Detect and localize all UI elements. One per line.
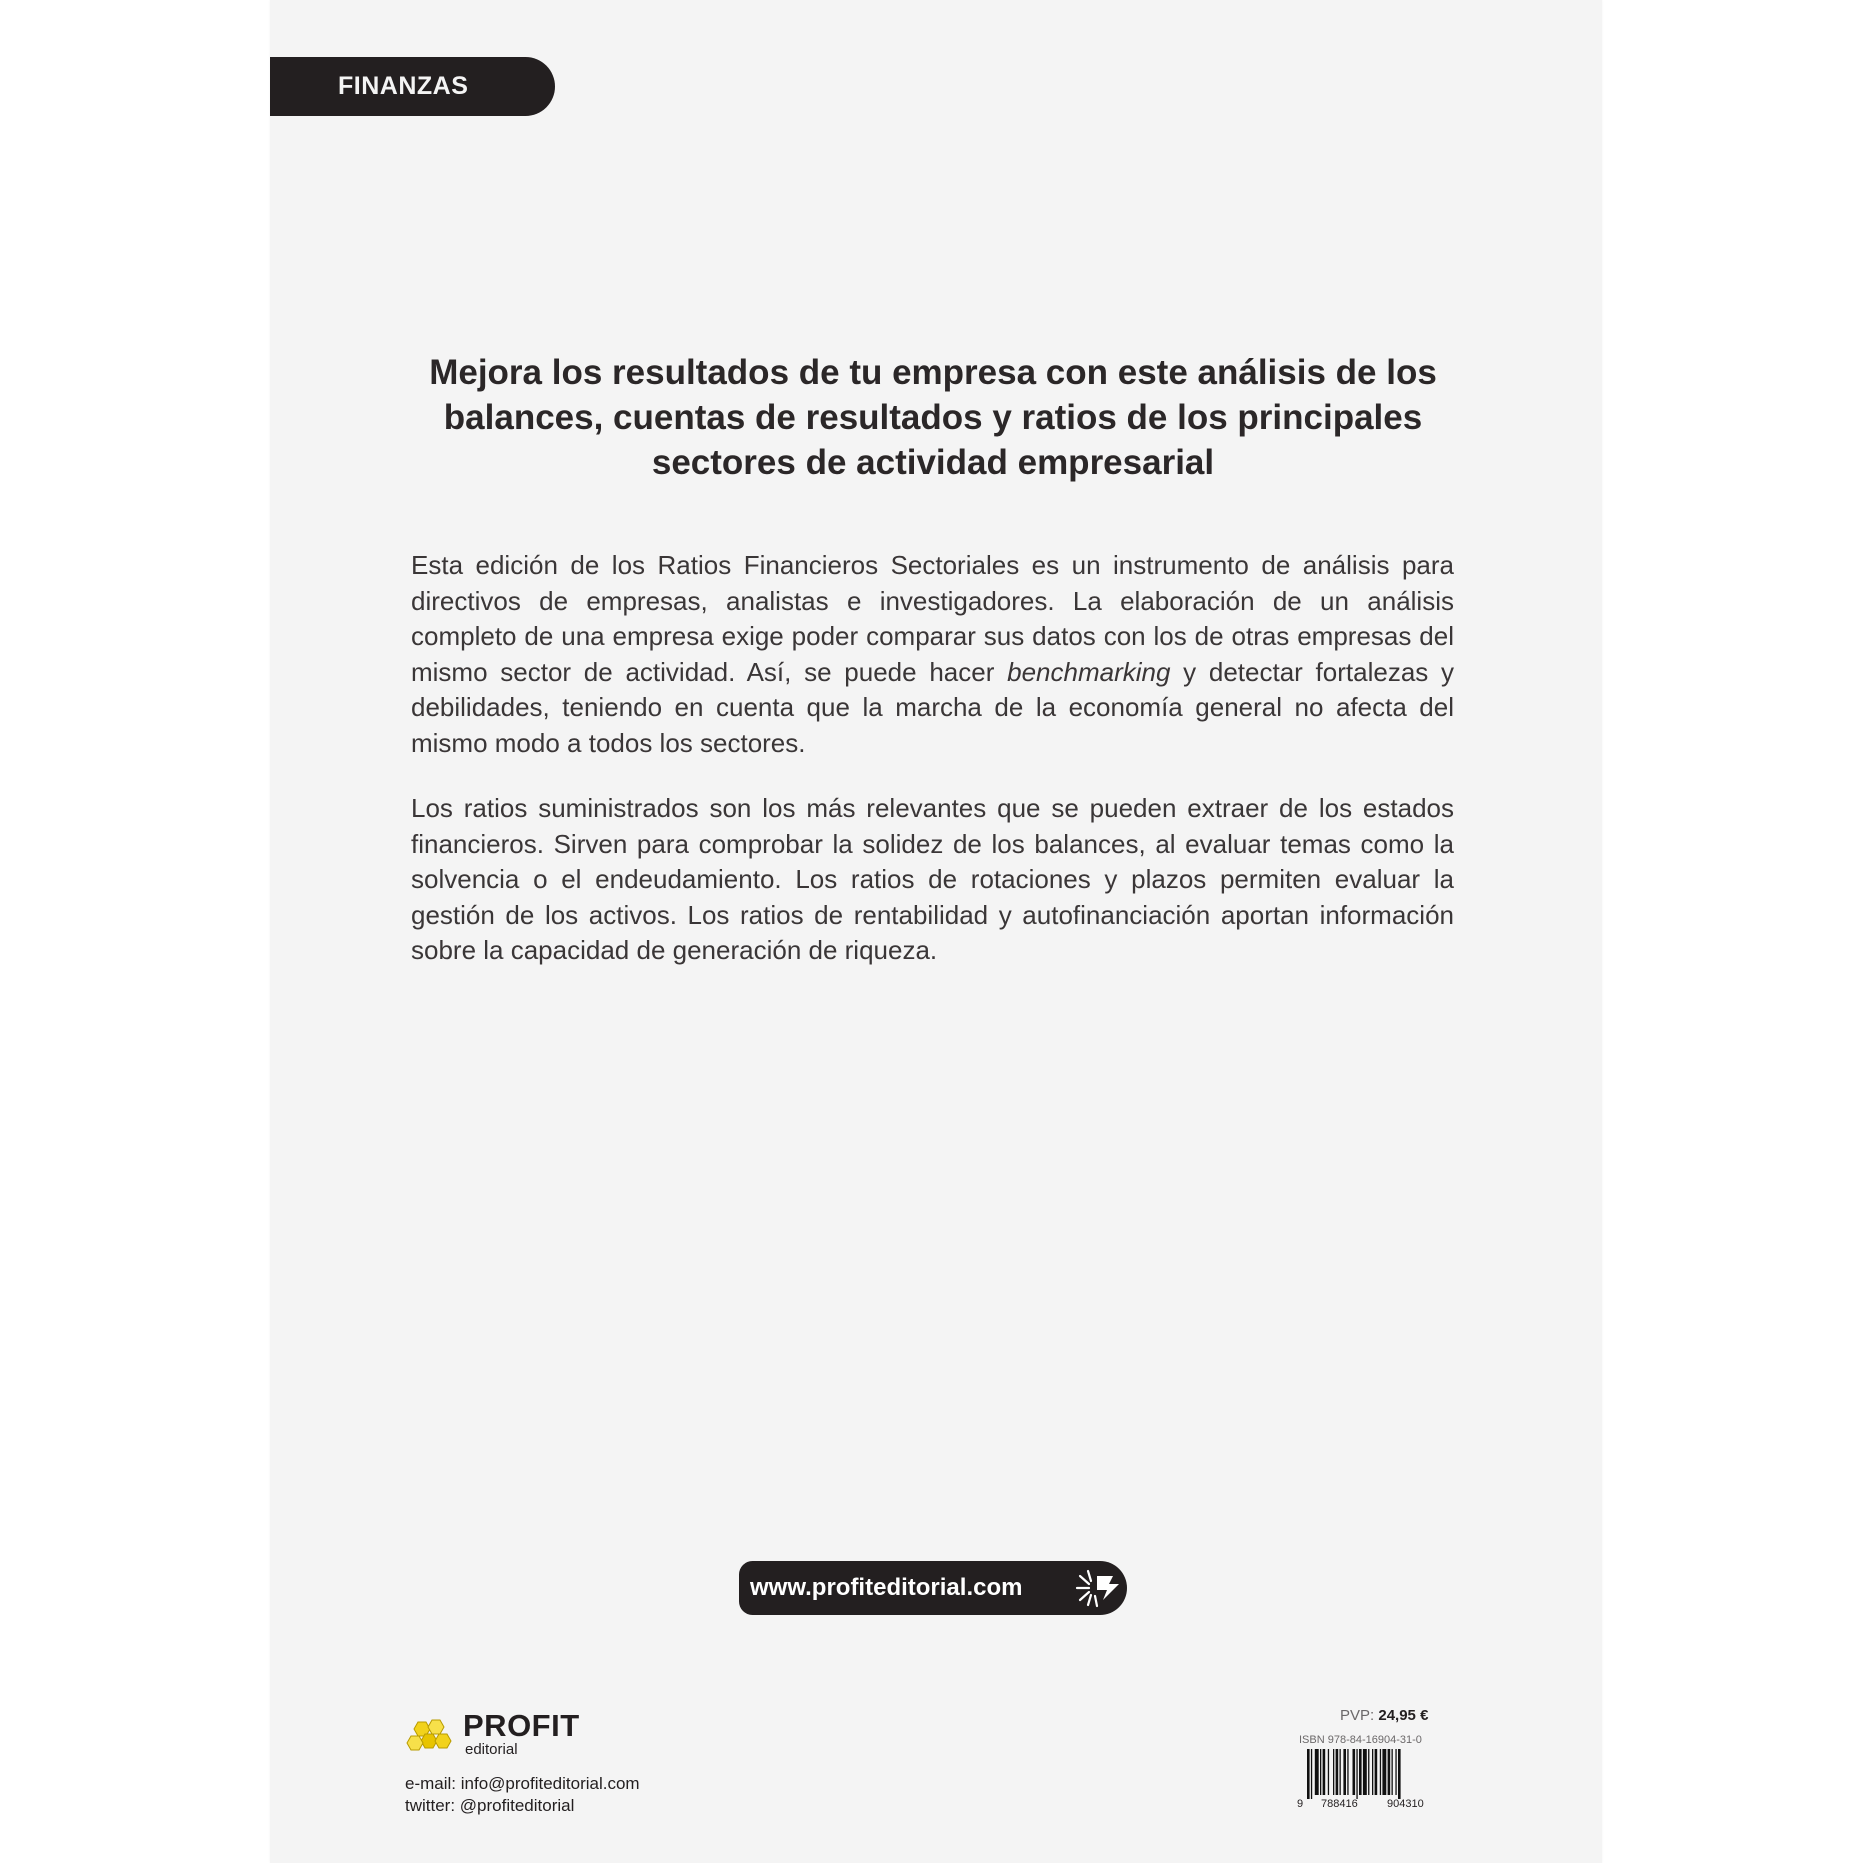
barcode-bar	[1380, 1749, 1381, 1795]
paragraph-1-text-a: Esta edición de los Ratios Financieros Sectoriales es un instrumento de análisis para directivos de empresas, analistas e investigadores. La elaboración de un análisis completo de una empresa exige poder comparar sus datos con los de otras empresas del mismo sector de actividad. Así, se puede hacer	[411, 550, 1454, 687]
paragraph-1-text-b: y detectar fortalezas y debilidades, teniendo en cuenta que la marcha de la economía general no afecta del mismo modo a todos los sectores.	[411, 656, 1455, 758]
barcode-bar	[1356, 1749, 1357, 1799]
barcode-bar	[1398, 1749, 1401, 1799]
publisher-subtitle: editorial	[465, 1741, 518, 1758]
barcode-digits-1: 788416	[1321, 1798, 1358, 1809]
twitter-line	[405, 1795, 640, 1817]
barcode-bar	[1363, 1749, 1367, 1795]
publisher-logo	[405, 1710, 580, 1758]
price-label: PVP:	[1340, 1707, 1375, 1724]
publisher-name: PROFIT	[463, 1708, 580, 1743]
barcode-bar	[1323, 1749, 1326, 1795]
barcode-bar	[1388, 1749, 1391, 1795]
barcode-digits-2: 904310	[1387, 1798, 1424, 1809]
burst-icon	[1073, 1566, 1121, 1610]
barcode-bar	[1328, 1749, 1329, 1795]
price	[1340, 1707, 1428, 1724]
category-tab	[270, 57, 555, 116]
barcode-bar	[1382, 1749, 1386, 1795]
barcode-bar	[1336, 1749, 1339, 1795]
email-address[interactable]: info@profiteditorial.com	[460, 1774, 640, 1793]
barcode-bar	[1320, 1749, 1321, 1795]
barcode-bar	[1368, 1749, 1369, 1795]
email-label: e-mail:	[405, 1774, 457, 1793]
contact-block	[405, 1773, 640, 1817]
category-label: FINANZAS	[338, 72, 469, 100]
website-banner[interactable]	[739, 1561, 1127, 1615]
email-line	[405, 1773, 640, 1795]
barcode-bar	[1347, 1749, 1348, 1795]
barcode-bar	[1372, 1749, 1373, 1795]
price-value: 24,95 €	[1378, 1707, 1429, 1724]
twitter-handle[interactable]: @profiteditorial	[459, 1796, 575, 1815]
barcode-bar	[1392, 1749, 1393, 1795]
barcode-bar	[1311, 1749, 1312, 1799]
barcode-bar	[1307, 1749, 1310, 1799]
barcode-bar	[1395, 1749, 1396, 1795]
body-paragraph-2: Los ratios suministrados son los más relevantes que se pueden extraer de los estados financieros. Sirven para comprobar la solidez de los balances, al evaluar temas como la solvencia o el endeudamiento. Los ratios de rotaciones y plazos permiten evaluar la gestión de los activos. Los ratios de rentabilidad y autofinanciación aportan información sobre la capacidad de generación de riqueza.	[411, 793, 1454, 966]
barcode-bar	[1333, 1749, 1334, 1795]
barcode-bar	[1353, 1749, 1356, 1795]
barcode-digit-left: 9	[1297, 1798, 1304, 1809]
hexagon-logo-icon	[405, 1714, 457, 1758]
barcode-bar	[1315, 1749, 1319, 1795]
barcode	[1297, 1749, 1445, 1809]
website-url[interactable]: www.profiteditorial.com	[750, 1574, 1023, 1601]
paragraph-1-emphasis: benchmarking	[1007, 656, 1171, 687]
barcode-bar	[1375, 1749, 1378, 1795]
body-paragraph-1	[411, 548, 1454, 762]
barcode-bar	[1340, 1749, 1341, 1795]
isbn: ISBN 978-84-16904-31-0	[1299, 1734, 1422, 1746]
barcode-bar	[1359, 1749, 1362, 1795]
barcode-bar	[1343, 1749, 1346, 1795]
headline: Mejora los resultados de tu empresa con este análisis de los balances, cuentas de resultados y ratios de los principales sectores de actividad empresarial	[429, 353, 1437, 482]
twitter-label: twitter:	[405, 1796, 456, 1815]
